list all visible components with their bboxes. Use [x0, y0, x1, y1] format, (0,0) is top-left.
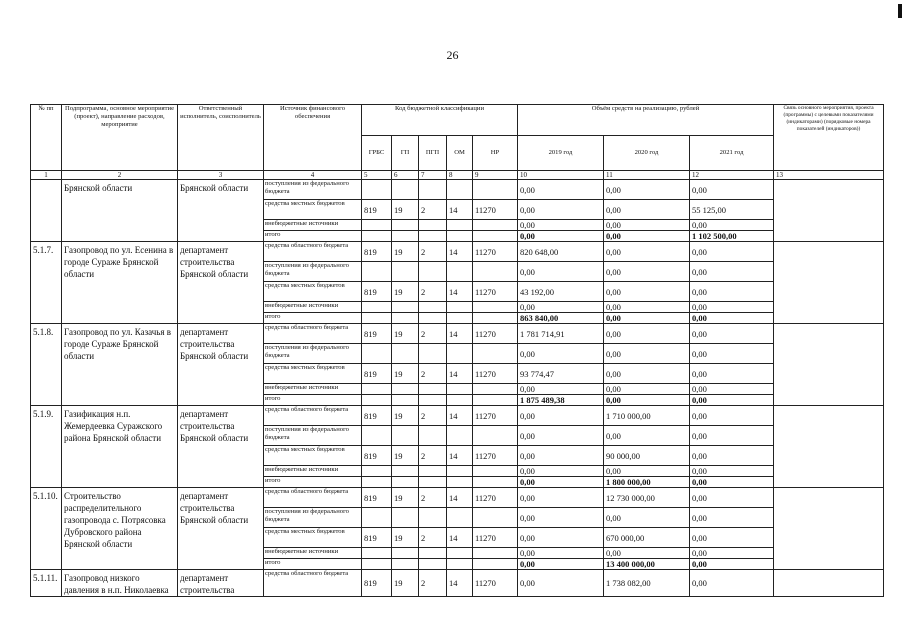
code-om: [447, 477, 473, 488]
column-number-cell: 1: [31, 171, 62, 180]
amount-v2019: 43 192,00: [518, 282, 604, 302]
code-pgp: 2: [419, 406, 447, 426]
program-name: Газопровод низкого давления в н.п. Николаевка: [62, 570, 178, 597]
amount-v2020: 0,00: [604, 220, 690, 231]
code-om: [447, 302, 473, 313]
column-number-cell: 13: [774, 171, 884, 180]
code-nr: 11270: [473, 200, 518, 220]
amount-v2020: 0,00: [604, 324, 690, 344]
code-nr: [473, 180, 518, 200]
code-nr: [473, 313, 518, 324]
code-om: [447, 466, 473, 477]
amount-v2020: 13 400 000,00: [604, 559, 690, 570]
funding-source: внебюджетные источники: [264, 220, 362, 231]
code-om: [447, 426, 473, 446]
amount-v2020: 0,00: [604, 548, 690, 559]
code-gp: [392, 384, 419, 395]
code-gp: 19: [392, 364, 419, 384]
executor-name: департамент строительства Брянской области: [178, 324, 264, 406]
table-row: [31, 324, 884, 344]
amount-v2019: 0,00: [518, 477, 604, 488]
code-gp: [392, 180, 419, 200]
code-nr: 11270: [473, 406, 518, 426]
amount-v2019: 0,00: [518, 426, 604, 446]
table-row: [31, 570, 884, 597]
code-om: 14: [447, 406, 473, 426]
code-nr: [473, 302, 518, 313]
amount-v2020: 0,00: [604, 180, 690, 200]
header-link: Связь основного мероприятия, проекта (программы) с целевыми показателями (индикаторами) (порядковые номера показателей (индикаторов)): [774, 105, 884, 171]
code-om: [447, 231, 473, 242]
code-pgp: [419, 180, 447, 200]
column-number-cell: 8: [447, 171, 473, 180]
budget-table: [30, 104, 884, 597]
funding-source: средства областного бюджета: [264, 406, 362, 426]
code-pgp: [419, 220, 447, 231]
code-nr: 11270: [473, 446, 518, 466]
row-number: [31, 180, 62, 242]
code-gp: [392, 466, 419, 477]
header-nr: НР: [473, 136, 518, 171]
column-number-cell: 7: [419, 171, 447, 180]
code-gp: 19: [392, 488, 419, 508]
amount-v2021: 0,00: [690, 426, 774, 446]
amount-v2020: 0,00: [604, 262, 690, 282]
code-grbs: 819: [362, 324, 392, 344]
amount-v2021: 1 102 500,00: [690, 231, 774, 242]
amount-v2021: 0,00: [690, 344, 774, 364]
amount-v2020: 0,00: [604, 242, 690, 262]
column-number-cell: 9: [473, 171, 518, 180]
amount-v2019: 0,00: [518, 180, 604, 200]
funding-source: средства областного бюджета: [264, 488, 362, 508]
code-grbs: [362, 302, 392, 313]
code-nr: 11270: [473, 570, 518, 597]
code-grbs: 819: [362, 200, 392, 220]
amount-v2019: 1 875 489,38: [518, 395, 604, 406]
column-number-cell: 12: [690, 171, 774, 180]
table-row: [31, 488, 884, 508]
amount-v2020: 90 000,00: [604, 446, 690, 466]
funding-source: итого: [264, 395, 362, 406]
amount-v2020: 0,00: [604, 313, 690, 324]
code-om: [447, 548, 473, 559]
code-om: 14: [447, 488, 473, 508]
column-number-cell: 4: [264, 171, 362, 180]
amount-v2020: 0,00: [604, 384, 690, 395]
code-pgp: 2: [419, 528, 447, 548]
amount-v2020: 0,00: [604, 395, 690, 406]
code-gp: [392, 426, 419, 446]
code-gp: [392, 220, 419, 231]
funding-source: средства местных бюджетов: [264, 200, 362, 220]
code-om: 14: [447, 242, 473, 262]
code-grbs: 819: [362, 570, 392, 597]
code-nr: 11270: [473, 364, 518, 384]
column-number-cell: 2: [62, 171, 178, 180]
program-name: Брянской области: [62, 180, 178, 242]
header-2020: 2020 год: [604, 136, 690, 171]
code-gp: [392, 231, 419, 242]
funding-source: средства областного бюджета: [264, 242, 362, 262]
column-number-cell: 5: [362, 171, 392, 180]
code-nr: 11270: [473, 242, 518, 262]
column-number-cell: 11: [604, 171, 690, 180]
funding-source: итого: [264, 477, 362, 488]
code-pgp: [419, 344, 447, 364]
amount-v2021: 0,00: [690, 262, 774, 282]
code-pgp: [419, 384, 447, 395]
code-nr: 11270: [473, 324, 518, 344]
amount-v2019: 0,00: [518, 488, 604, 508]
code-om: 14: [447, 364, 473, 384]
code-om: 14: [447, 200, 473, 220]
indicator-link: [774, 570, 884, 597]
row-number: 5.1.8.: [31, 324, 62, 406]
amount-v2020: 0,00: [604, 344, 690, 364]
amount-v2019: 0,00: [518, 200, 604, 220]
code-grbs: 819: [362, 282, 392, 302]
header-om: ОМ: [447, 136, 473, 171]
amount-v2019: 0,00: [518, 231, 604, 242]
code-grbs: [362, 231, 392, 242]
code-nr: 11270: [473, 282, 518, 302]
code-om: 14: [447, 528, 473, 548]
header-2021: 2021 год: [690, 136, 774, 171]
code-grbs: [362, 384, 392, 395]
funding-source: средства местных бюджетов: [264, 364, 362, 384]
code-om: [447, 220, 473, 231]
code-nr: [473, 508, 518, 528]
code-gp: [392, 262, 419, 282]
indicator-link: [774, 406, 884, 488]
code-grbs: [362, 220, 392, 231]
amount-v2019: 0,00: [518, 559, 604, 570]
row-number: 5.1.9.: [31, 406, 62, 488]
amount-v2020: 12 730 000,00: [604, 488, 690, 508]
code-pgp: 2: [419, 324, 447, 344]
code-gp: 19: [392, 324, 419, 344]
program-name: Газификация н.п. Жемердеевка Суражского района Брянской области: [62, 406, 178, 488]
executor-name: департамент строительства: [178, 570, 264, 597]
funding-source: поступления из федерального бюджета: [264, 262, 362, 282]
code-grbs: [362, 313, 392, 324]
code-om: [447, 262, 473, 282]
header-source: Источник финансового обеспечения: [264, 105, 362, 171]
amount-v2020: 0,00: [604, 200, 690, 220]
amount-v2021: 0,00: [690, 446, 774, 466]
amount-v2019: 0,00: [518, 466, 604, 477]
amount-v2021: 0,00: [690, 395, 774, 406]
code-nr: [473, 559, 518, 570]
code-nr: 11270: [473, 528, 518, 548]
column-number-cell: 10: [518, 171, 604, 180]
code-grbs: [362, 180, 392, 200]
code-nr: 11270: [473, 488, 518, 508]
code-nr: [473, 477, 518, 488]
amount-v2019: 0,00: [518, 262, 604, 282]
amount-v2019: 0,00: [518, 446, 604, 466]
row-number: 5.1.10.: [31, 488, 62, 570]
program-name: Строительство распределительного газопровода с. Потрясовка Дубровского района Брянской области: [62, 488, 178, 570]
code-gp: [392, 548, 419, 559]
column-number-cell: 3: [178, 171, 264, 180]
amount-v2021: 0,00: [690, 180, 774, 200]
amount-v2020: 0,00: [604, 282, 690, 302]
amount-v2021: 0,00: [690, 528, 774, 548]
amount-v2021: 0,00: [690, 559, 774, 570]
code-gp: 19: [392, 242, 419, 262]
amount-v2019: 820 648,00: [518, 242, 604, 262]
row-number: 5.1.7.: [31, 242, 62, 324]
program-name: Газопровод по ул. Казачья в городе Сураже Брянской области: [62, 324, 178, 406]
code-gp: 19: [392, 570, 419, 597]
code-om: 14: [447, 570, 473, 597]
code-gp: 19: [392, 406, 419, 426]
amount-v2021: 0,00: [690, 488, 774, 508]
header-budget-code: Код бюджетной классификации: [362, 105, 518, 136]
code-grbs: 819: [362, 364, 392, 384]
funding-source: внебюджетные источники: [264, 548, 362, 559]
code-om: [447, 384, 473, 395]
code-nr: [473, 344, 518, 364]
code-pgp: 2: [419, 200, 447, 220]
amount-v2020: 670 000,00: [604, 528, 690, 548]
code-gp: [392, 302, 419, 313]
page-number: 26: [446, 48, 459, 62]
code-grbs: 819: [362, 446, 392, 466]
executor-name: Брянской области: [178, 180, 264, 242]
code-grbs: [362, 466, 392, 477]
code-om: [447, 395, 473, 406]
funding-source: средства местных бюджетов: [264, 528, 362, 548]
header-program: Подпрограмма, основное мероприятие (проект), направление расходов, мероприятие: [62, 105, 178, 171]
scan-edge-mark: [898, 4, 902, 18]
funding-source: средства областного бюджета: [264, 324, 362, 344]
code-grbs: [362, 395, 392, 406]
amount-v2021: 0,00: [690, 313, 774, 324]
code-om: 14: [447, 324, 473, 344]
code-gp: 19: [392, 528, 419, 548]
amount-v2020: 1 738 082,00: [604, 570, 690, 597]
code-gp: 19: [392, 446, 419, 466]
code-pgp: 2: [419, 488, 447, 508]
amount-v2019: 0,00: [518, 302, 604, 313]
code-nr: [473, 426, 518, 446]
header-volume: Объём средств на реализацию, рублей: [518, 105, 774, 136]
indicator-link: [774, 324, 884, 406]
code-gp: [392, 395, 419, 406]
amount-v2021: 0,00: [690, 242, 774, 262]
code-pgp: [419, 426, 447, 446]
amount-v2021: 0,00: [690, 324, 774, 344]
code-om: 14: [447, 446, 473, 466]
code-grbs: 819: [362, 528, 392, 548]
code-gp: 19: [392, 200, 419, 220]
funding-source: итого: [264, 313, 362, 324]
amount-v2021: 0,00: [690, 548, 774, 559]
amount-v2021: 0,00: [690, 282, 774, 302]
executor-name: департамент строительства Брянской области: [178, 406, 264, 488]
code-pgp: [419, 548, 447, 559]
amount-v2019: 93 774,47: [518, 364, 604, 384]
amount-v2019: 0,00: [518, 508, 604, 528]
code-nr: [473, 548, 518, 559]
code-gp: 19: [392, 282, 419, 302]
amount-v2021: 0,00: [690, 384, 774, 395]
table-body: [31, 171, 884, 597]
amount-v2019: 0,00: [518, 384, 604, 395]
code-pgp: [419, 559, 447, 570]
code-nr: [473, 384, 518, 395]
code-grbs: [362, 559, 392, 570]
code-grbs: 819: [362, 242, 392, 262]
code-pgp: [419, 477, 447, 488]
funding-source: итого: [264, 559, 362, 570]
code-grbs: 819: [362, 488, 392, 508]
column-number-cell: 6: [392, 171, 419, 180]
amount-v2019: 0,00: [518, 406, 604, 426]
row-number: 5.1.11.: [31, 570, 62, 597]
funding-source: средства местных бюджетов: [264, 446, 362, 466]
code-pgp: 2: [419, 242, 447, 262]
amount-v2020: 0,00: [604, 508, 690, 528]
code-gp: [392, 344, 419, 364]
executor-name: департамент строительства Брянской области: [178, 488, 264, 570]
code-nr: [473, 395, 518, 406]
code-om: [447, 313, 473, 324]
code-pgp: [419, 508, 447, 528]
indicator-link: [774, 180, 884, 242]
header-executor: Ответственный исполнитель, соисполнитель: [178, 105, 264, 171]
amount-v2020: 0,00: [604, 302, 690, 313]
amount-v2021: 0,00: [690, 508, 774, 528]
code-grbs: [362, 548, 392, 559]
amount-v2019: 0,00: [518, 548, 604, 559]
code-pgp: 2: [419, 570, 447, 597]
header-num: № пп: [31, 105, 62, 171]
table-row: [31, 406, 884, 426]
code-gp: [392, 313, 419, 324]
amount-v2020: 1 710 000,00: [604, 406, 690, 426]
funding-source: внебюджетные источники: [264, 302, 362, 313]
executor-name: департамент строительства Брянской области: [178, 242, 264, 324]
indicator-link: [774, 488, 884, 570]
amount-v2020: 0,00: [604, 466, 690, 477]
code-grbs: [362, 262, 392, 282]
code-pgp: [419, 313, 447, 324]
amount-v2021: 0,00: [690, 570, 774, 597]
amount-v2020: 0,00: [604, 231, 690, 242]
funding-source: поступления из федерального бюджета: [264, 180, 362, 200]
funding-source: поступления из федерального бюджета: [264, 508, 362, 528]
code-pgp: [419, 231, 447, 242]
code-om: [447, 508, 473, 528]
amount-v2021: 0,00: [690, 406, 774, 426]
code-grbs: [362, 426, 392, 446]
amount-v2020: 1 800 000,00: [604, 477, 690, 488]
amount-v2019: 0,00: [518, 220, 604, 231]
amount-v2019: 0,00: [518, 344, 604, 364]
code-om: [447, 180, 473, 200]
table-row: [31, 180, 884, 200]
code-nr: [473, 220, 518, 231]
code-nr: [473, 262, 518, 282]
code-om: 14: [447, 282, 473, 302]
funding-source: внебюджетные источники: [264, 466, 362, 477]
code-pgp: [419, 466, 447, 477]
code-pgp: 2: [419, 282, 447, 302]
code-om: [447, 559, 473, 570]
code-pgp: [419, 395, 447, 406]
column-number-row: [31, 171, 884, 180]
code-pgp: 2: [419, 364, 447, 384]
amount-v2021: 0,00: [690, 302, 774, 313]
code-grbs: 819: [362, 406, 392, 426]
amount-v2021: 0,00: [690, 466, 774, 477]
code-nr: [473, 466, 518, 477]
amount-v2019: 0,00: [518, 570, 604, 597]
funding-source: внебюджетные источники: [264, 384, 362, 395]
code-pgp: 2: [419, 446, 447, 466]
funding-source: итого: [264, 231, 362, 242]
code-nr: [473, 231, 518, 242]
code-pgp: [419, 302, 447, 313]
indicator-link: [774, 242, 884, 324]
code-gp: [392, 508, 419, 528]
code-grbs: [362, 344, 392, 364]
amount-v2021: 0,00: [690, 364, 774, 384]
table-row: [31, 242, 884, 262]
code-grbs: [362, 477, 392, 488]
amount-v2020: 0,00: [604, 364, 690, 384]
header-2019: 2019 год: [518, 136, 604, 171]
amount-v2019: 863 840,00: [518, 313, 604, 324]
amount-v2021: 0,00: [690, 477, 774, 488]
amount-v2021: 55 125,00: [690, 200, 774, 220]
amount-v2020: 0,00: [604, 426, 690, 446]
amount-v2021: 0,00: [690, 220, 774, 231]
header-grbs: ГРБС: [362, 136, 392, 171]
code-gp: [392, 477, 419, 488]
header-gp: ГП: [392, 136, 419, 171]
header-pgp: ПГП: [419, 136, 447, 171]
code-gp: [392, 559, 419, 570]
funding-source: поступления из федерального бюджета: [264, 344, 362, 364]
amount-v2019: 1 781 714,91: [518, 324, 604, 344]
funding-source: средства областного бюджета: [264, 570, 362, 597]
code-pgp: [419, 262, 447, 282]
code-om: [447, 344, 473, 364]
amount-v2019: 0,00: [518, 528, 604, 548]
table-header: [31, 105, 884, 171]
program-name: Газопровод по ул. Есенина в городе Сураже Брянской области: [62, 242, 178, 324]
funding-source: средства местных бюджетов: [264, 282, 362, 302]
code-grbs: [362, 508, 392, 528]
funding-source: поступления из федерального бюджета: [264, 426, 362, 446]
